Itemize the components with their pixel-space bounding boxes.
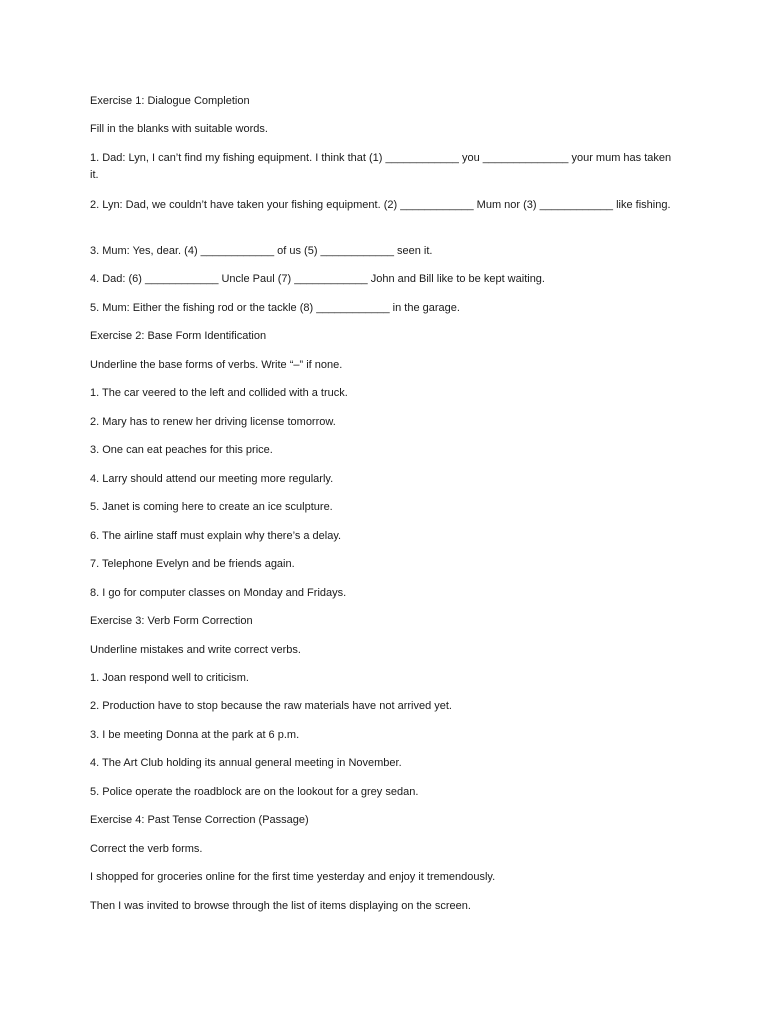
exercise-2-item-7: 7. Telephone Evelyn and be friends again. bbox=[90, 558, 295, 570]
exercise-1-item-4: 4. Dad: (6) ____________ Uncle Paul (7) ____________ John and Bill like to be kept waiting. bbox=[90, 273, 545, 285]
exercise-3-instruction: Underline mistakes and write correct verbs. bbox=[90, 644, 301, 656]
exercise-1-heading: Exercise 1: Dialogue Completion bbox=[90, 95, 250, 107]
exercise-3-item-3: 3. I be meeting Donna at the park at 6 p.m. bbox=[90, 729, 300, 741]
exercise-1-item-5: 5. Mum: Either the fishing rod or the tackle (8) ____________ in the garage. bbox=[90, 302, 460, 314]
exercise-4-sentence-1: I shopped for groceries online for the first time yesterday and enjoy it tremendously. bbox=[90, 871, 496, 883]
exercise-2-item-5: 5. Janet is coming here to create an ice sculpture. bbox=[90, 501, 333, 513]
exercise-2-item-1: 1. The car veered to the left and collided with a truck. bbox=[90, 387, 348, 399]
exercise-3-item-4: 4. The Art Club holding its annual general meeting in November. bbox=[90, 757, 402, 769]
exercise-4-heading: Exercise 4: Past Tense Correction (Passage) bbox=[90, 814, 309, 826]
exercise-2-item-4: 4. Larry should attend our meeting more regularly. bbox=[90, 473, 334, 485]
exercise-2-item-3: 3. One can eat peaches for this price. bbox=[90, 444, 273, 456]
exercise-1-item-2: 2. Lyn: Dad, we couldn’t have taken your fishing equipment. (2) ____________ Mum nor (3) ____________ like fishing. bbox=[90, 199, 671, 211]
exercise-1-instruction: Fill in the blanks with suitable words. bbox=[90, 123, 268, 135]
exercise-3-item-2: 2. Production have to stop because the raw materials have not arrived yet. bbox=[90, 700, 452, 712]
exercise-3-item-5: 5. Police operate the roadblock are on the lookout for a grey sedan. bbox=[90, 786, 419, 798]
exercise-2-item-8: 8. I go for computer classes on Monday and Fridays. bbox=[90, 587, 347, 599]
exercise-1-item-3: 3. Mum: Yes, dear. (4) ____________ of us (5) ____________ seen it. bbox=[90, 245, 433, 257]
exercise-2-heading: Exercise 2: Base Form Identification bbox=[90, 330, 267, 342]
exercise-3-item-1: 1. Joan respond well to criticism. bbox=[90, 672, 249, 684]
exercise-2-item-2: 2. Mary has to renew her driving license tomorrow. bbox=[90, 416, 336, 428]
exercise-2-instruction: Underline the base forms of verbs. Write “–” if none. bbox=[90, 359, 343, 371]
exercise-3-heading: Exercise 3: Verb Form Correction bbox=[90, 615, 253, 627]
exercise-1-item-1: 1. Dad: Lyn, I can’t find my fishing equipment. I think that (1) ____________ you ______________ your mum has taken it. bbox=[90, 152, 672, 181]
exercise-4-sentence-2: Then I was invited to browse through the list of items displaying on the screen. bbox=[90, 900, 471, 912]
exercise-4-instruction: Correct the verb forms. bbox=[90, 843, 203, 855]
exercise-2-item-6: 6. The airline staff must explain why there’s a delay. bbox=[90, 530, 342, 542]
